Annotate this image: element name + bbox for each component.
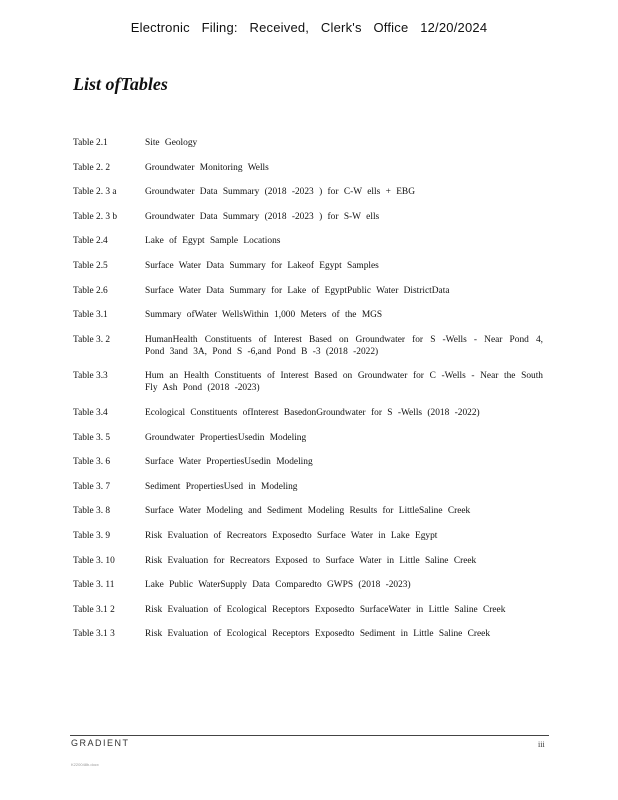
table-title: Surface Water Data Summary for Lake of EgyptPublic Water DistrictData <box>145 285 450 296</box>
table-entry[interactable] <box>73 628 543 640</box>
table-number: Table 3. 2 <box>73 334 111 345</box>
table-entry[interactable] <box>73 186 543 198</box>
table-number: Table 3. 10 <box>73 555 115 566</box>
list-of-tables <box>73 137 543 653</box>
filing-stamp: Electronic Filing: Received, Clerk's Office 12/20/2024 <box>130 20 488 35</box>
table-entry[interactable] <box>73 285 543 297</box>
table-title: HumanHealth Constituents of Interest Based on Groundwater for S -Wells - Near Pond 4, Pond 3and 3A, Pond S -6,and Pond B -3 (2018 -2022) <box>145 334 543 357</box>
table-title: Risk Evaluation of Ecological Receptors Exposedto SurfaceWater in Little Saline Creek <box>145 604 506 615</box>
table-entry[interactable] <box>73 334 543 358</box>
table-title: Groundwater Data Summary (2018 -2023 ) for C-W ells + EBG <box>145 187 415 198</box>
table-entry[interactable] <box>73 260 543 272</box>
table-entry[interactable] <box>73 407 543 419</box>
table-number: Table 3.1 <box>73 310 108 321</box>
table-title: Groundwater PropertiesUsedin Modeling <box>145 432 307 443</box>
table-number: Table 3. 9 <box>73 530 111 541</box>
table-title: Hum an Health Constituents of Interest Based on Groundwater for C -Wells - Near the South Fly Ash Pond (2018 -2023) <box>145 371 543 394</box>
table-entry[interactable] <box>73 481 543 493</box>
table-number: Table 3. 11 <box>73 580 115 591</box>
table-title: Risk Evaluation of Recreators Exposedto Surface Water in Lake Egypt <box>145 530 438 541</box>
table-number: Table 2. 3 a <box>73 187 117 198</box>
table-entry[interactable] <box>73 309 543 321</box>
table-number: Table 3.1 3 <box>73 629 115 640</box>
table-number: Table 2. 3 b <box>73 211 118 222</box>
table-number: Table 2.1 <box>73 138 108 148</box>
table-title: Risk Evaluation of Ecological Receptors Exposedto Sediment in Little Saline Creek <box>145 629 491 640</box>
table-entry[interactable] <box>73 505 543 517</box>
table-number: Table 2.4 <box>73 236 108 247</box>
table-number: Table 2.5 <box>73 260 108 271</box>
table-number: Table 3. 6 <box>73 457 111 468</box>
company-logo: GRADIENT <box>71 738 130 748</box>
table-number: Table 3. 5 <box>73 432 111 443</box>
table-entry[interactable] <box>73 137 543 149</box>
page-number: iii <box>538 740 545 749</box>
table-entry[interactable] <box>73 235 543 247</box>
table-entry[interactable] <box>73 604 543 616</box>
table-title: Summary ofWater WellsWithin 1,000 Meters of the MGS <box>145 310 383 321</box>
table-title: Ecological Constituents ofInterest BasedonGroundwater for S -Wells (2018 -2022) <box>145 407 480 418</box>
table-entry[interactable] <box>73 162 543 174</box>
table-entry[interactable] <box>73 530 543 542</box>
table-title: Site Geology <box>145 138 198 148</box>
table-title: Sediment PropertiesUsed in Modeling <box>145 481 298 492</box>
table-entry[interactable] <box>73 456 543 468</box>
table-number: Table 2. 2 <box>73 162 111 173</box>
table-number: Table 3.1 2 <box>73 604 115 615</box>
table-entry[interactable] <box>73 555 543 567</box>
table-title: Lake of Egypt Sample Locations <box>145 236 281 247</box>
document-code: K220048b.docx <box>71 762 99 767</box>
table-title: Groundwater Monitoring Wells <box>145 162 269 173</box>
table-number: Table 3.4 <box>73 407 108 418</box>
table-title: Lake Public WaterSupply Data Comparedto GWPS (2018 -2023) <box>145 580 411 591</box>
table-title: Groundwater Data Summary (2018 -2023 ) for S-W ells <box>145 211 380 222</box>
table-title: Risk Evaluation for Recreators Exposed to Surface Water in Little Saline Creek <box>145 555 477 566</box>
footer-divider <box>70 735 549 736</box>
page-title: List ofTables <box>73 74 168 94</box>
table-title: Surface Water PropertiesUsedin Modeling <box>145 457 313 468</box>
table-number: Table 3. 8 <box>73 506 111 517</box>
table-entry[interactable] <box>73 211 543 223</box>
table-title: Surface Water Data Summary for Lakeof Egypt Samples <box>145 260 379 271</box>
table-entry[interactable] <box>73 579 543 591</box>
table-number: Table 2.6 <box>73 285 108 296</box>
table-number: Table 3. 7 <box>73 481 111 492</box>
table-number: Table 3.3 <box>73 371 108 382</box>
table-entry[interactable] <box>73 370 543 394</box>
table-title: Surface Water Modeling and Sediment Modeling Results for LittleSaline Creek <box>145 506 471 517</box>
table-entry[interactable] <box>73 432 543 444</box>
